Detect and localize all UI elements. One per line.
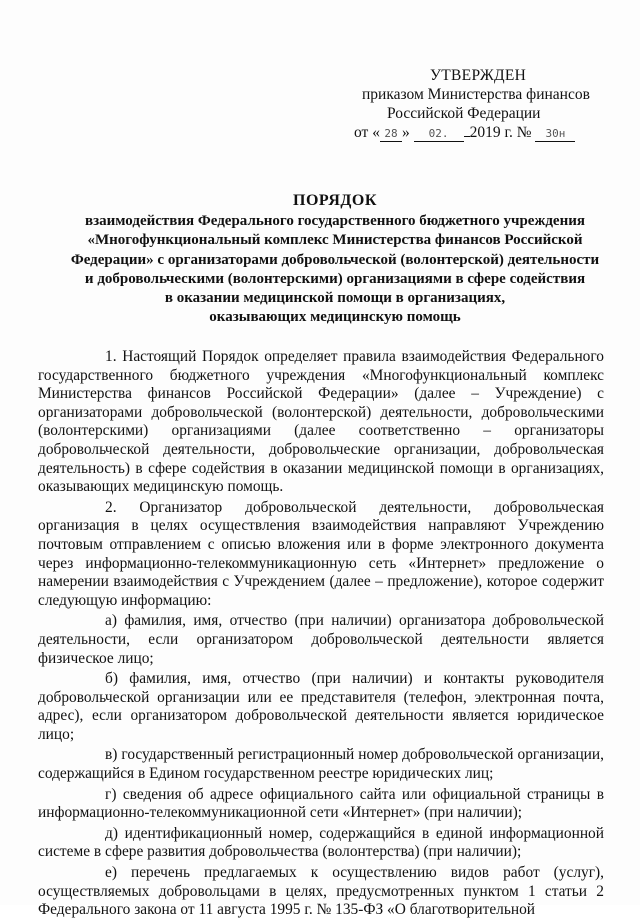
- heading-line: оказывающих медицинскую помощь: [209, 309, 461, 326]
- subitem-e: е) перечень предлагаемых к осуществлению видов работ (услуг), осуществляемых добровольцами в целях, предусмотренных пунктом 1 статьи 2 Федерального закона от 11 августа 1995 г. № 135-ФЗ «О благотворительной: [38, 864, 604, 919]
- heading-line: «Многофункциональный комплекс Министерства финансов Российской: [87, 232, 583, 249]
- heading-line: в оказании медицинской помощи в организациях,: [164, 290, 506, 307]
- date-year: 2019 г. №: [469, 124, 532, 141]
- date-day: 28: [380, 127, 402, 142]
- paragraph-2: 2. Организатор добровольческой деятельности, добровольческая организация в целях осуществления взаимодействия направляют Учреждению почтовым отправлением с описью вложения или в форме электронного документа через информационно-телекоммуникационную сеть «Интернет» предложение о намерении взаимодействия с Учреждением (далее – предложение), которое содержит следующую информацию:: [38, 498, 604, 609]
- approval-stamp: [332, 66, 612, 142]
- approval-order-line: приказом Министерства финансов: [362, 86, 590, 103]
- approval-title: УТВЕРЖДЕН: [430, 67, 527, 84]
- document-body: [38, 348, 604, 920]
- approval-date-line: [332, 123, 612, 142]
- date-prefix: от «: [354, 124, 380, 141]
- document-heading: [70, 191, 600, 327]
- approval-country-line: Российской Федерации: [387, 105, 541, 122]
- subitem-d: д) идентификационный номер, содержащийся в единой информационной системе в сфере развития добровольчества (волонтерства) (при наличии);: [38, 824, 604, 861]
- subitem-v: в) государственный регистрационный номер добровольческой организации, содержащийся в Едином государственном реестре юридических лиц;: [38, 746, 604, 783]
- heading-line: Федерации» с организаторами добровольческой (волонтерской) деятельности: [70, 251, 600, 268]
- paragraph-1: 1. Настоящий Порядок определяет правила взаимодействия Федерального государственного бюджетного учреждения «Многофункциональный комплекс Министерства финансов Российской Федерации» (далее – Учреждение) с организаторами добровольческой (волонтерской) деятельности, добровольческими (волонтерскими) организациями (далее соответственно – организаторы добровольческой деятельности, добровольческие организации, добровольческая деятельность) в сфере содействия в оказании медицинской помощи в организациях, оказывающих медицинскую помощь.: [38, 348, 604, 496]
- subitem-a: а) фамилия, имя, отчество (при наличии) организатора добровольческой деятельности, если организатором добровольческой деятельности является физическое лицо;: [38, 612, 604, 667]
- date-separator: »: [401, 124, 410, 141]
- heading-line: взаимодействия Федерального государственного бюджетного учреждения: [85, 213, 585, 230]
- heading-title: ПОРЯДОК: [293, 192, 377, 209]
- subitem-b: б) фамилия, имя, отчество (при наличии) и контакты руководителя добровольческой организации или ее представителя (телефон, электронная почта, адрес), если организатором добровольческой деятельности является юридическое лицо;: [38, 670, 604, 743]
- subitem-g: г) сведения об адресе официального сайта или официальной страницы в информационно-телекоммуникационной сети «Интернет» (при наличии);: [38, 785, 604, 822]
- order-number: 30н: [535, 127, 575, 142]
- heading-line: и добровольческими (волонтерскими) организациями в сфере содействия: [84, 270, 586, 287]
- date-month: 02.: [414, 127, 464, 142]
